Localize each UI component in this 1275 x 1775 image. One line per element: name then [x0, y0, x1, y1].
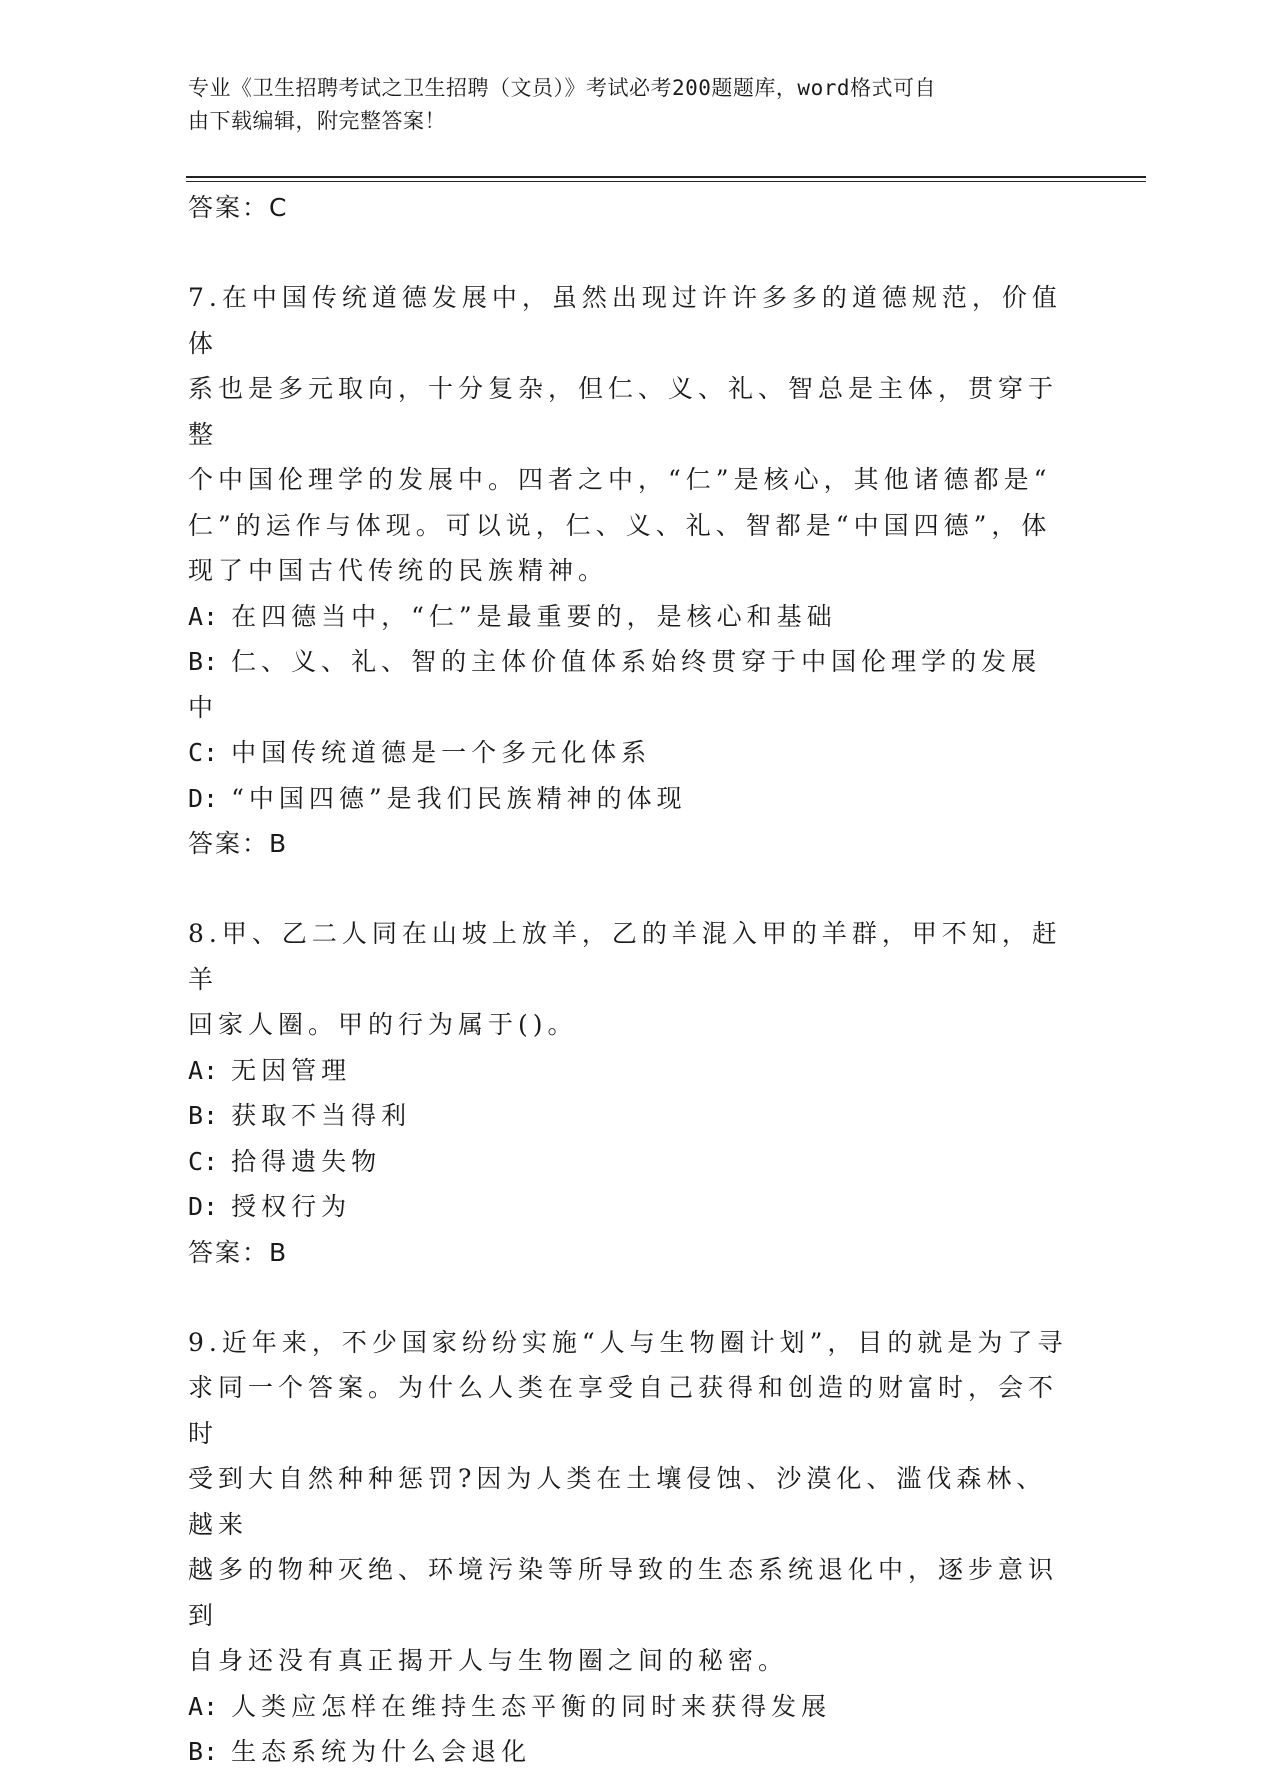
option-letter: B:: [188, 1101, 219, 1130]
header-line-1: 专业《卫生招聘考试之卫生招聘（文员）》考试必考200题题库，word格式可自: [188, 76, 936, 100]
document-header: [188, 72, 1068, 138]
option-text: 拾得遗失物: [231, 1146, 382, 1176]
option-text: 获取不当得利: [231, 1101, 412, 1130]
question-line: 回家人圈。甲的行为属于()。: [188, 1010, 578, 1039]
question-line: 现了中国古代传统的民族精神。: [188, 556, 609, 585]
option-item: [188, 776, 1068, 822]
option-letter: A:: [188, 1691, 219, 1721]
question-line: 个中国伦理学的发展中。四者之中，“仁”是核心，其他诸德都是“: [188, 465, 1052, 494]
question-line: 7.在中国传统道德发展中，虽然出现过许许多多的道德规范，价值体: [188, 283, 1062, 358]
option-item: [188, 1184, 1068, 1230]
question-line: 系也是多元取向，十分复杂，但仁、义、礼、智总是主体，贯穿于整: [188, 374, 1059, 449]
previous-answer: 答案：C: [188, 193, 289, 222]
option-text: 在四德当中，“仁”是最重要的，是核心和基础: [231, 601, 837, 631]
question-block: [188, 275, 1068, 867]
option-item: [188, 1729, 1068, 1775]
answer-line: 答案：B: [188, 1237, 289, 1267]
option-item: [188, 1139, 1068, 1185]
option-text: 仁、义、礼、智的主体价值体系始终贯穿于中国伦理学的发展中: [188, 647, 1042, 722]
option-letter: A:: [188, 601, 219, 631]
option-text: 中国传统道德是一个多元化体系: [231, 738, 652, 767]
option-text: 无因管理: [231, 1055, 352, 1085]
question-line: 自身还没有真正揭开人与生物圈之间的秘密。: [188, 1646, 789, 1675]
option-text: 生态系统为什么会退化: [231, 1737, 532, 1766]
option-letter: D:: [188, 783, 219, 813]
question-line: 9.近年来，不少国家纷纷实施“人与生物圈计划”，目的就是为了寻: [188, 1327, 1068, 1357]
option-letter: B:: [188, 1737, 219, 1766]
option-item: [188, 639, 1068, 730]
question-line: 仁”的运作与体现。可以说，仁、义、礼、智都是“中国四德”，体: [188, 510, 1052, 540]
question-stem: [188, 911, 1068, 1048]
question-block: [188, 911, 1068, 1276]
option-item: [188, 730, 1068, 776]
question-stem: [188, 1320, 1068, 1684]
option-item: [188, 1048, 1068, 1094]
option-letter: B:: [188, 647, 219, 676]
option-letter: C:: [188, 738, 219, 767]
question-line: 受到大自然种种惩罚?因为人类在土壤侵蚀、沙漠化、滥伐森林、越来: [188, 1464, 1047, 1539]
header-line-2: 由下载编辑，附完整答案！: [188, 109, 446, 133]
option-item: [188, 594, 1068, 640]
option-item: [188, 1684, 1068, 1730]
header-divider-thick: [186, 176, 1146, 178]
answer-line: 答案：B: [188, 829, 289, 858]
option-letter: A:: [188, 1055, 219, 1085]
option-text: 人类应怎样在维持生态平衡的同时来获得发展: [231, 1691, 832, 1721]
question-line: 求同一个答案。为什么人类在享受自己获得和创造的财富时，会不时: [188, 1373, 1059, 1448]
question-block: [188, 1320, 1068, 1775]
header-divider-thin: [186, 181, 1146, 182]
document-body: [188, 185, 1068, 1775]
question-line: 越多的物种灭绝、环境污染等所导致的生态系统退化中，逐步意识到: [188, 1555, 1059, 1630]
question-stem: [188, 275, 1068, 594]
option-item: [188, 1093, 1068, 1139]
question-line: 8.甲、乙二人同在山坡上放羊，乙的羊混入甲的羊群，甲不知，赶羊: [188, 919, 1062, 994]
option-text: 授权行为: [231, 1192, 352, 1221]
option-letter: C:: [188, 1146, 219, 1176]
option-text: “中国四德”是我们民族精神的体现: [231, 783, 687, 813]
option-letter: D:: [188, 1192, 219, 1221]
